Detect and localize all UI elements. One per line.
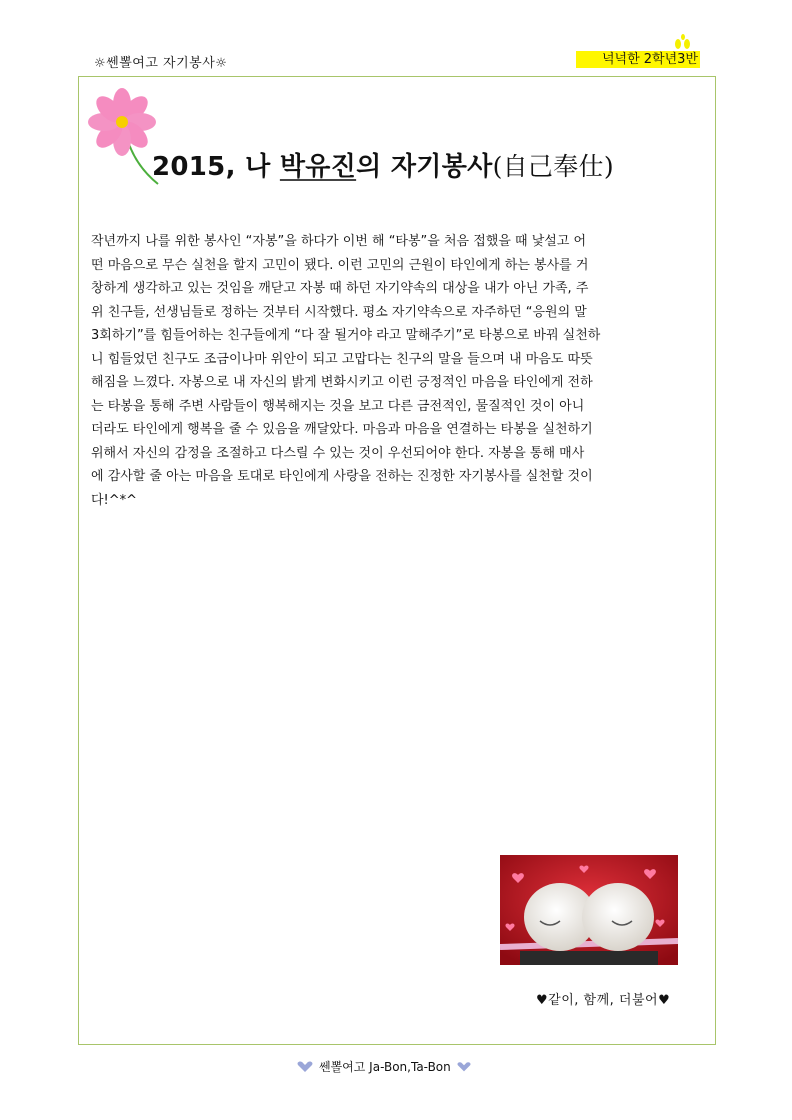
body-line: 3회하기”를 힘들어하는 친구들에게 “다 잘 될거야 라고 말해주기”로 타봉으로 바꿔 실천하 (91, 328, 601, 343)
image-caption: ♥같이, 함께, 더불어♥ (536, 993, 671, 1008)
couple-illustration (500, 855, 678, 965)
header-school-title: ☼쎈뽈여고 자기봉사☼ (94, 56, 228, 71)
sparkle-icon (670, 30, 696, 52)
page-footer (297, 1058, 471, 1075)
body-line: 니 힘들었던 친구도 조금이나마 위안이 되고 고맙다는 친구의 말을 들으며 내 마음도 따뜻 (91, 351, 593, 367)
page-title (152, 146, 614, 183)
title-middle: 의 자기봉사 (356, 152, 493, 182)
title-prefix: 2015, 나 (152, 152, 280, 182)
body-line: 다!^*^ (91, 492, 138, 508)
body-line: 위 친구들, 선생님들로 정하는 것부터 시작했다. 평소 자기약속으로 자주하던 “응원의 말 (91, 304, 587, 320)
heart-icon (297, 1061, 313, 1073)
class-label: 넉넉한 2학년3반 (601, 52, 698, 67)
body-line: 는 타봉을 통해 주변 사람들이 행복해지는 것을 보고 다른 금전적인, 물질적인 것이 아니 (91, 398, 585, 414)
body-line: 위해서 자신의 감정을 조절하고 다스릴 수 있는 것이 우선되어야 한다. 자봉을 통해 매사 (91, 445, 585, 461)
body-line: 떤 마음으로 무슨 실천을 할지 고민이 됐다. 이런 고민의 근원이 타인에게 하는 봉사를 거 (91, 257, 589, 273)
title-hanja: (自己奉仕) (492, 152, 614, 181)
heart-icon (457, 1061, 471, 1073)
header-class-badge (576, 51, 700, 68)
title-name: 박유진 (279, 152, 357, 182)
body-line: 해짐을 느꼈다. 자봉으로 내 자신의 밝게 변화시키고 이런 긍정적인 마음을 타인에게 전하 (91, 375, 593, 390)
body-line: 더라도 타인에게 행복을 줄 수 있음을 깨달았다. 마음과 마음을 연결하는 타봉을 실천하기 (91, 422, 593, 437)
body-line: 창하게 생각하고 있는 것임을 깨닫고 자봉 때 하던 자기약속의 대상을 내가 아닌 가족, 주 (91, 281, 589, 296)
body-line: 에 감사할 줄 아는 마음을 토대로 타인에게 사랑을 전하는 진정한 자기봉사를 실천할 것이 (91, 469, 593, 484)
essay-body (91, 230, 671, 512)
footer-label: 쎈뽈여고 Ja-Bon,Ta-Bon (319, 1060, 451, 1074)
body-line: 작년까지 나를 위한 봉사인 “자봉”을 하다가 이번 해 “타봉”을 처음 접했을 때 낯설고 어 (91, 234, 587, 249)
